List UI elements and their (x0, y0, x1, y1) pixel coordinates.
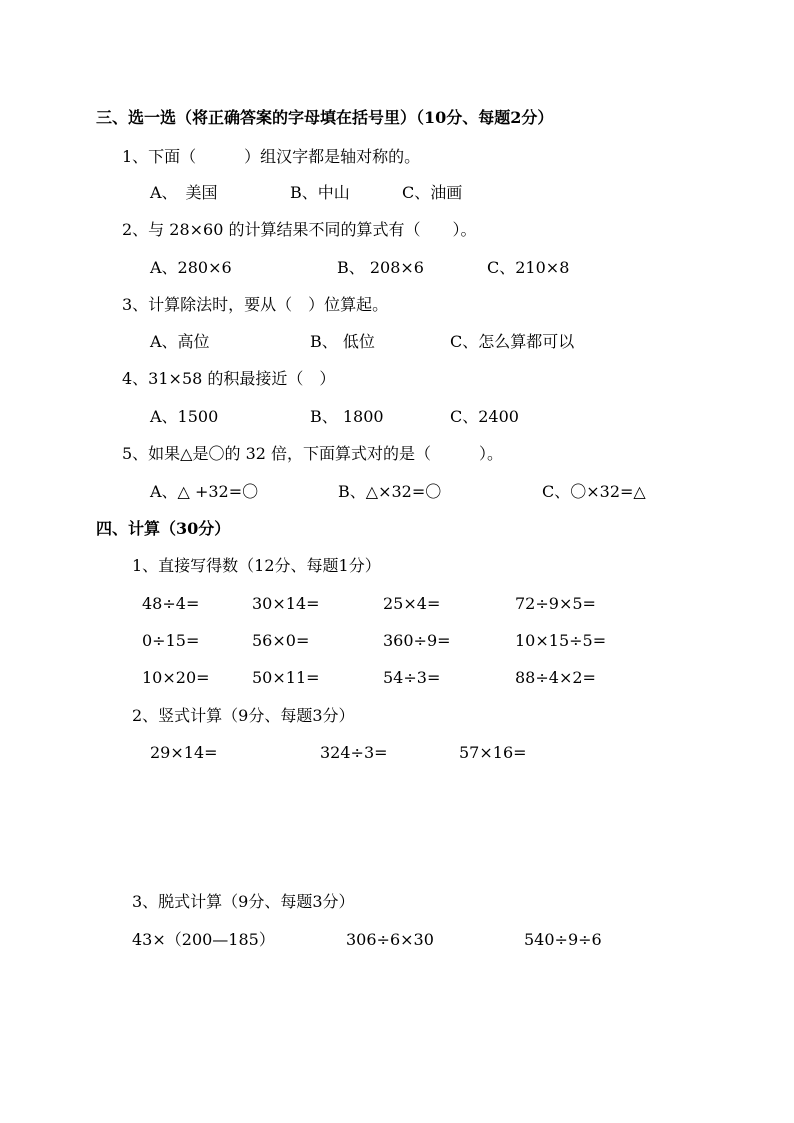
section-3-title: 三、选一选（将正确答案的字母填在括号里）（10分、每题2分） (96, 108, 554, 127)
part-3-title: 3、脱式计算（9分、每题3分） (132, 892, 355, 911)
step-calc-item: 43×（200—185） (132, 930, 275, 949)
question-2-option-c: C、210×8 (487, 258, 570, 277)
question-1-option-b: B、中山 (290, 183, 350, 202)
question-3-option-a: A、高位 (150, 332, 210, 351)
mental-math-item: 10×15÷5= (515, 631, 607, 650)
mental-math-item: 360÷9= (383, 631, 451, 650)
section-4-title: 四、计算（30分） (96, 519, 231, 538)
vertical-calc-item: 324÷3= (320, 743, 388, 762)
question-2-option-a: A、280×6 (150, 258, 232, 277)
question-4-option-c: C、2400 (450, 407, 519, 426)
mental-math-item: 10×20= (142, 668, 210, 687)
question-5-option-c: C、〇×32=△ (542, 482, 646, 501)
mental-math-item: 72÷9×5= (515, 594, 596, 613)
question-3-stem: 3、计算除法时，要从（ ）位算起。 (122, 295, 389, 314)
mental-math-item: 30×14= (252, 594, 320, 613)
question-1-option-a: A、 美国 (150, 183, 218, 202)
mental-math-item: 54÷3= (383, 668, 441, 687)
step-calc-item: 540÷9÷6 (524, 930, 602, 949)
mental-math-item: 56×0= (252, 631, 310, 650)
question-1-stem: 1、下面（ ）组汉字都是轴对称的。 (122, 147, 421, 166)
mental-math-item: 88÷4×2= (515, 668, 596, 687)
question-2-stem: 2、与 28×60 的计算结果不同的算式有（ ）。 (122, 220, 477, 239)
mental-math-item: 50×11= (252, 668, 320, 687)
question-5-option-b: B、△×32=〇 (338, 482, 442, 501)
question-4-stem: 4、31×58 的积最接近（ ） (122, 369, 336, 388)
vertical-calc-item: 57×16= (459, 743, 527, 762)
question-3-option-c: C、怎么算都可以 (450, 332, 575, 351)
mental-math-item: 25×4= (383, 594, 441, 613)
step-calc-item: 306÷6×30 (346, 930, 434, 949)
question-3-option-b: B、 低位 (310, 332, 375, 351)
question-4-option-b: B、 1800 (310, 407, 384, 426)
mental-math-item: 0÷15= (142, 631, 200, 650)
part-1-title: 1、直接写得数（12分、每题1分） (132, 556, 381, 575)
question-2-option-b: B、 208×6 (337, 258, 424, 277)
mental-math-item: 48÷4= (142, 594, 200, 613)
question-5-option-a: A、△ +32=〇 (150, 482, 259, 501)
question-5-stem: 5、如果△是〇的 32 倍，下面算式对的是（ ）。 (122, 444, 504, 463)
question-4-option-a: A、1500 (150, 407, 219, 426)
vertical-calc-item: 29×14= (150, 743, 218, 762)
part-2-title: 2、竖式计算（9分、每题3分） (132, 706, 355, 725)
question-1-option-c: C、油画 (402, 183, 463, 202)
